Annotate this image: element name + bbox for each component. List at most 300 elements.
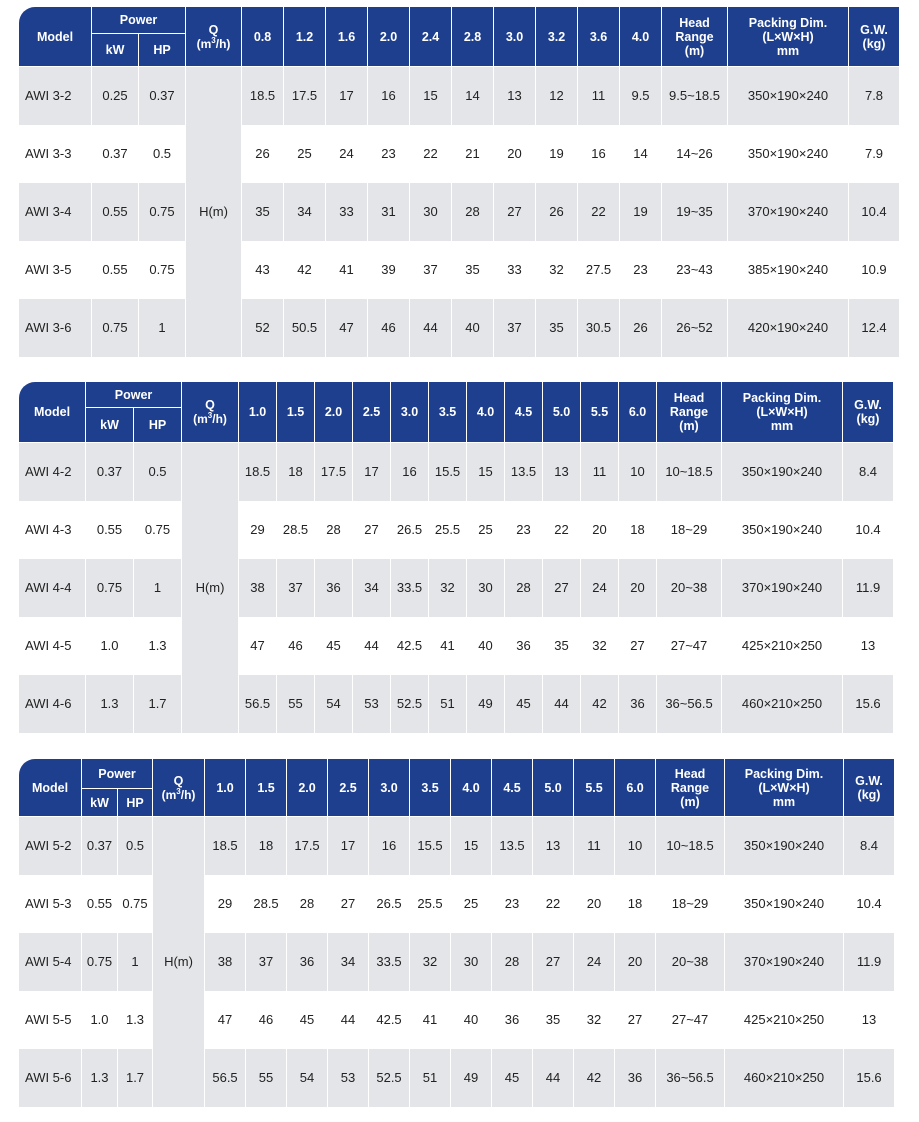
gw-cell: 10.4 (844, 875, 895, 933)
header-kw: kW (92, 34, 139, 67)
hp-cell: 0.75 (134, 501, 182, 559)
header-q (153, 759, 205, 817)
head-cell: 28 (492, 933, 533, 991)
table-row (19, 299, 900, 357)
head-cell: 29 (205, 875, 246, 933)
head-cell: 36 (505, 617, 543, 675)
header-gw-line-1: G.W. (860, 22, 888, 37)
header-kw: kW (86, 408, 134, 443)
header-flow-3.0: 3.0 (369, 759, 410, 817)
model-cell: AWI 5-2 (19, 817, 82, 875)
head-cell: 16 (369, 817, 410, 875)
head-cell: 47 (205, 991, 246, 1049)
header-flow-4.5: 4.5 (492, 759, 533, 817)
header-head-range (656, 759, 725, 817)
header-packing-dim-line-2: (L×W×H) (762, 29, 814, 44)
header-gw-line-1: G.W. (855, 773, 883, 788)
header-flow-1.5: 1.5 (246, 759, 287, 817)
header-head-range-line-2: Range (675, 29, 714, 44)
gw-cell: 10.4 (849, 183, 900, 241)
table-row (19, 443, 894, 501)
q-unit (162, 788, 196, 802)
header-packing-dim-line-2: (L×W×H) (756, 405, 808, 419)
head-cell: 28 (315, 501, 353, 559)
header-flow-4.0: 4.0 (620, 7, 662, 67)
header-flow-3.0: 3.0 (494, 7, 536, 67)
header-head-range-line-1: Head (673, 391, 705, 405)
head-cell: 23 (620, 241, 662, 299)
head-cell: 32 (581, 617, 619, 675)
kw-cell: 0.75 (86, 559, 134, 617)
hp-cell: 1.7 (134, 675, 182, 733)
head-cell: 15.5 (410, 817, 451, 875)
header-head-range-line-1: Head (674, 766, 706, 781)
table-row (19, 875, 895, 933)
header-gw (844, 759, 895, 817)
gw-cell: 7.9 (849, 125, 900, 183)
gw-cell: 11.9 (844, 933, 895, 991)
head-range-cell: 23~43 (662, 241, 728, 299)
head-cell: 18.5 (239, 443, 277, 501)
head-cell: 18 (615, 875, 656, 933)
head-cell: 44 (543, 675, 581, 733)
header-gw (849, 7, 900, 67)
q-label: Q (173, 773, 184, 788)
head-cell: 25 (451, 875, 492, 933)
packing-cell: 350×190×240 (722, 501, 843, 559)
head-cell: 51 (429, 675, 467, 733)
head-cell: 14 (620, 125, 662, 183)
head-range-cell: 10~18.5 (656, 817, 725, 875)
packing-cell: 350×190×240 (725, 875, 844, 933)
spec-table-3 (18, 758, 895, 1107)
header-flow-4.0: 4.0 (467, 382, 505, 443)
table-row (19, 675, 894, 733)
head-cell: 27 (543, 559, 581, 617)
kw-cell: 1.3 (86, 675, 134, 733)
head-cell: 28 (505, 559, 543, 617)
model-cell: AWI 4-4 (19, 559, 86, 617)
header-flow-1.5: 1.5 (277, 382, 315, 443)
head-range-cell: 26~52 (662, 299, 728, 357)
header-kw: kW (82, 789, 118, 817)
q-unit-pre: (m (193, 412, 208, 426)
header-flow-1.0: 1.0 (239, 382, 277, 443)
head-cell: 47 (239, 617, 277, 675)
header-packing-dim-line-1: Packing Dim. (748, 15, 828, 30)
head-cell: 13 (533, 817, 574, 875)
head-cell: 26.5 (369, 875, 410, 933)
hp-cell: 1 (134, 559, 182, 617)
head-cell: 33.5 (391, 559, 429, 617)
packing-cell: 350×190×240 (728, 67, 849, 125)
header-flow-3.0: 3.0 (391, 382, 429, 443)
head-range-cell: 9.5~18.5 (662, 67, 728, 125)
head-cell: 13.5 (492, 817, 533, 875)
head-cell: 33 (326, 183, 368, 241)
model-cell: AWI 3-3 (19, 125, 92, 183)
head-cell: 25 (284, 125, 326, 183)
model-cell: AWI 4-3 (19, 501, 86, 559)
kw-cell: 0.75 (92, 299, 139, 357)
head-cell: 18 (246, 817, 287, 875)
q-unit-sup: 3 (176, 786, 181, 796)
head-cell: 13 (543, 443, 581, 501)
head-cell: 15.5 (429, 443, 467, 501)
model-cell: AWI 3-2 (19, 67, 92, 125)
head-cell: 42 (581, 675, 619, 733)
head-cell: 41 (410, 991, 451, 1049)
head-cell: 36 (492, 991, 533, 1049)
header-flow-3.6: 3.6 (578, 7, 620, 67)
gw-cell: 15.6 (844, 1049, 895, 1107)
head-cell: 24 (326, 125, 368, 183)
head-cell: 25 (467, 501, 505, 559)
head-cell: 25.5 (429, 501, 467, 559)
gw-cell: 8.4 (843, 443, 894, 501)
head-cell: 36 (615, 1049, 656, 1107)
header-q (186, 7, 242, 67)
header-gw-line-2: (kg) (856, 412, 880, 426)
kw-cell: 1.0 (86, 617, 134, 675)
head-cell: 22 (543, 501, 581, 559)
kw-cell: 1.3 (82, 1049, 118, 1107)
packing-cell: 385×190×240 (728, 241, 849, 299)
kw-cell: 0.55 (86, 501, 134, 559)
header-flow-6.0: 6.0 (615, 759, 656, 817)
q-unit-post: /h) (215, 36, 231, 51)
header-flow-2.5: 2.5 (328, 759, 369, 817)
head-unit-label: H(m) (186, 67, 242, 357)
head-cell: 24 (574, 933, 615, 991)
head-cell: 27.5 (578, 241, 620, 299)
head-cell: 38 (239, 559, 277, 617)
hp-cell: 1.3 (134, 617, 182, 675)
head-cell: 17.5 (287, 817, 328, 875)
head-cell: 55 (277, 675, 315, 733)
model-cell: AWI 5-6 (19, 1049, 82, 1107)
table-row (19, 183, 900, 241)
packing-cell: 425×210×250 (722, 617, 843, 675)
head-cell: 23 (368, 125, 410, 183)
hp-cell: 0.5 (134, 443, 182, 501)
header-flow-3.2: 3.2 (536, 7, 578, 67)
head-cell: 20 (581, 501, 619, 559)
header-flow-6.0: 6.0 (619, 382, 657, 443)
header-packing-dim-line-1: Packing Dim. (744, 766, 824, 781)
header-packing-dim (728, 7, 849, 67)
head-cell: 11 (574, 817, 615, 875)
header-flow-4.5: 4.5 (505, 382, 543, 443)
header-gw (843, 382, 894, 443)
head-cell: 27 (494, 183, 536, 241)
head-cell: 18 (277, 443, 315, 501)
head-cell: 36 (315, 559, 353, 617)
header-head-range-line-3: (m) (679, 419, 699, 433)
head-range-cell: 14~26 (662, 125, 728, 183)
head-cell: 20 (574, 875, 615, 933)
head-range-cell: 27~47 (657, 617, 722, 675)
head-cell: 16 (578, 125, 620, 183)
head-cell: 55 (246, 1049, 287, 1107)
packing-cell: 370×190×240 (725, 933, 844, 991)
head-cell: 14 (452, 67, 494, 125)
gw-cell: 11.9 (843, 559, 894, 617)
header-model: Model (19, 7, 92, 67)
head-cell: 26 (242, 125, 284, 183)
head-cell: 28 (287, 875, 328, 933)
header-flow-1.2: 1.2 (284, 7, 326, 67)
model-cell: AWI 5-5 (19, 991, 82, 1049)
header-head-range-line-3: (m) (680, 794, 700, 809)
header-head-range-line-2: Range (670, 780, 710, 795)
head-cell: 37 (494, 299, 536, 357)
spec-table-2 (18, 381, 894, 733)
head-range-cell: 20~38 (656, 933, 725, 991)
header-flow-5.5: 5.5 (581, 382, 619, 443)
head-cell: 44 (328, 991, 369, 1049)
head-cell: 44 (410, 299, 452, 357)
head-cell: 22 (410, 125, 452, 183)
packing-cell: 460×210×250 (722, 675, 843, 733)
head-cell: 46 (246, 991, 287, 1049)
header-flow-5.0: 5.0 (533, 759, 574, 817)
q-unit-sup: 3 (211, 35, 216, 45)
head-cell: 54 (287, 1049, 328, 1107)
gw-cell: 13 (844, 991, 895, 1049)
model-cell: AWI 5-3 (19, 875, 82, 933)
model-cell: AWI 5-4 (19, 933, 82, 991)
hp-cell: 1.7 (118, 1049, 153, 1107)
head-cell: 34 (284, 183, 326, 241)
head-cell: 42 (284, 241, 326, 299)
header-flow-1.0: 1.0 (205, 759, 246, 817)
header-gw-line-2: (kg) (857, 787, 881, 802)
packing-cell: 460×210×250 (725, 1049, 844, 1107)
head-cell: 54 (315, 675, 353, 733)
header-head-range-line-2: Range (669, 405, 709, 419)
table-row (19, 1049, 895, 1107)
head-cell: 46 (277, 617, 315, 675)
header-gw-line-2: (kg) (862, 36, 886, 51)
head-cell: 49 (451, 1049, 492, 1107)
head-cell: 41 (326, 241, 368, 299)
head-cell: 13 (494, 67, 536, 125)
head-cell: 33.5 (369, 933, 410, 991)
head-cell: 47 (326, 299, 368, 357)
head-cell: 23 (492, 875, 533, 933)
header-hp: HP (139, 34, 186, 67)
head-cell: 35 (533, 991, 574, 1049)
head-cell: 45 (315, 617, 353, 675)
kw-cell: 0.25 (92, 67, 139, 125)
header-hp: HP (118, 789, 153, 817)
head-cell: 17.5 (315, 443, 353, 501)
header-q (182, 382, 239, 443)
header-flow-2.8: 2.8 (452, 7, 494, 67)
hp-cell: 0.75 (139, 183, 186, 241)
packing-cell: 370×190×240 (728, 183, 849, 241)
table-row (19, 241, 900, 299)
header-power: Power (82, 759, 153, 789)
head-cell: 11 (578, 67, 620, 125)
head-cell: 15 (410, 67, 452, 125)
header-head-range-line-3: (m) (684, 43, 705, 58)
head-cell: 20 (494, 125, 536, 183)
hp-cell: 0.75 (118, 875, 153, 933)
header-packing-dim (722, 382, 843, 443)
head-cell: 56.5 (239, 675, 277, 733)
head-cell: 16 (368, 67, 410, 125)
model-cell: AWI 4-6 (19, 675, 86, 733)
gw-cell: 15.6 (843, 675, 894, 733)
head-cell: 32 (410, 933, 451, 991)
head-cell: 18 (619, 501, 657, 559)
head-range-cell: 36~56.5 (656, 1049, 725, 1107)
header-packing-dim-line-3: mm (772, 794, 796, 809)
head-cell: 53 (328, 1049, 369, 1107)
gw-cell: 10.9 (849, 241, 900, 299)
head-cell: 24 (581, 559, 619, 617)
gw-cell: 8.4 (844, 817, 895, 875)
header-packing-dim-line-2: (L×W×H) (758, 780, 810, 795)
header-flow-3.5: 3.5 (410, 759, 451, 817)
table-row (19, 991, 895, 1049)
head-cell: 32 (536, 241, 578, 299)
head-range-cell: 18~29 (656, 875, 725, 933)
head-cell: 43 (242, 241, 284, 299)
head-cell: 37 (246, 933, 287, 991)
head-cell: 39 (368, 241, 410, 299)
head-cell: 11 (581, 443, 619, 501)
head-cell: 25.5 (410, 875, 451, 933)
head-cell: 18.5 (205, 817, 246, 875)
head-cell: 22 (578, 183, 620, 241)
head-cell: 45 (287, 991, 328, 1049)
head-cell: 28 (452, 183, 494, 241)
head-cell: 32 (429, 559, 467, 617)
head-cell: 49 (467, 675, 505, 733)
head-cell: 45 (492, 1049, 533, 1107)
header-packing-dim-line-3: mm (776, 43, 800, 58)
header-flow-2.0: 2.0 (315, 382, 353, 443)
header-flow-3.5: 3.5 (429, 382, 467, 443)
q-unit-pre: (m (196, 36, 212, 51)
head-cell: 46 (368, 299, 410, 357)
kw-cell: 1.0 (82, 991, 118, 1049)
head-cell: 51 (410, 1049, 451, 1107)
head-cell: 22 (533, 875, 574, 933)
head-cell: 29 (239, 501, 277, 559)
head-cell: 26 (620, 299, 662, 357)
header-flow-5.5: 5.5 (574, 759, 615, 817)
header-flow-0.8: 0.8 (242, 7, 284, 67)
head-cell: 19 (536, 125, 578, 183)
head-cell: 27 (615, 991, 656, 1049)
head-range-cell: 19~35 (662, 183, 728, 241)
head-cell: 17 (328, 817, 369, 875)
head-cell: 30 (410, 183, 452, 241)
head-cell: 9.5 (620, 67, 662, 125)
model-cell: AWI 4-2 (19, 443, 86, 501)
head-cell: 44 (353, 617, 391, 675)
head-cell: 40 (467, 617, 505, 675)
kw-cell: 0.37 (86, 443, 134, 501)
kw-cell: 0.55 (92, 183, 139, 241)
header-packing-dim (725, 759, 844, 817)
head-cell: 18.5 (242, 67, 284, 125)
head-range-cell: 10~18.5 (657, 443, 722, 501)
packing-cell: 350×190×240 (728, 125, 849, 183)
gw-cell: 12.4 (849, 299, 900, 357)
q-unit-post: /h) (180, 787, 196, 802)
table-row (19, 125, 900, 183)
head-cell: 42.5 (391, 617, 429, 675)
head-cell: 45 (505, 675, 543, 733)
head-cell: 33 (494, 241, 536, 299)
hp-cell: 1 (139, 299, 186, 357)
head-cell: 35 (536, 299, 578, 357)
q-unit-pre: (m (161, 787, 177, 802)
head-cell: 36 (287, 933, 328, 991)
head-cell: 16 (391, 443, 429, 501)
head-cell: 10 (619, 443, 657, 501)
kw-cell: 0.55 (92, 241, 139, 299)
head-range-cell: 18~29 (657, 501, 722, 559)
head-cell: 41 (429, 617, 467, 675)
header-head-range (662, 7, 728, 67)
model-cell: AWI 3-6 (19, 299, 92, 357)
head-cell: 35 (452, 241, 494, 299)
hp-cell: 0.75 (139, 241, 186, 299)
header-flow-5.0: 5.0 (543, 382, 581, 443)
head-unit-label: H(m) (182, 443, 239, 733)
head-cell: 26 (536, 183, 578, 241)
head-cell: 36 (619, 675, 657, 733)
model-cell: AWI 3-5 (19, 241, 92, 299)
hp-cell: 0.5 (118, 817, 153, 875)
kw-cell: 0.55 (82, 875, 118, 933)
head-cell: 50.5 (284, 299, 326, 357)
head-cell: 15 (451, 817, 492, 875)
kw-cell: 0.37 (82, 817, 118, 875)
q-unit-post: /h) (212, 412, 227, 426)
head-cell: 34 (328, 933, 369, 991)
table-row (19, 617, 894, 675)
head-cell: 17.5 (284, 67, 326, 125)
model-cell: AWI 3-4 (19, 183, 92, 241)
q-unit (197, 37, 231, 51)
kw-cell: 0.37 (92, 125, 139, 183)
head-cell: 12 (536, 67, 578, 125)
head-range-cell: 27~47 (656, 991, 725, 1049)
table-row (19, 933, 895, 991)
head-cell: 31 (368, 183, 410, 241)
head-cell: 20 (619, 559, 657, 617)
header-flow-2.0: 2.0 (287, 759, 328, 817)
head-cell: 53 (353, 675, 391, 733)
gw-cell: 13 (843, 617, 894, 675)
header-flow-2.4: 2.4 (410, 7, 452, 67)
hp-cell: 0.37 (139, 67, 186, 125)
head-cell: 28.5 (246, 875, 287, 933)
head-cell: 30 (451, 933, 492, 991)
head-cell: 27 (619, 617, 657, 675)
table-row (19, 559, 894, 617)
hp-cell: 1.3 (118, 991, 153, 1049)
head-cell: 38 (205, 933, 246, 991)
model-cell: AWI 4-5 (19, 617, 86, 675)
